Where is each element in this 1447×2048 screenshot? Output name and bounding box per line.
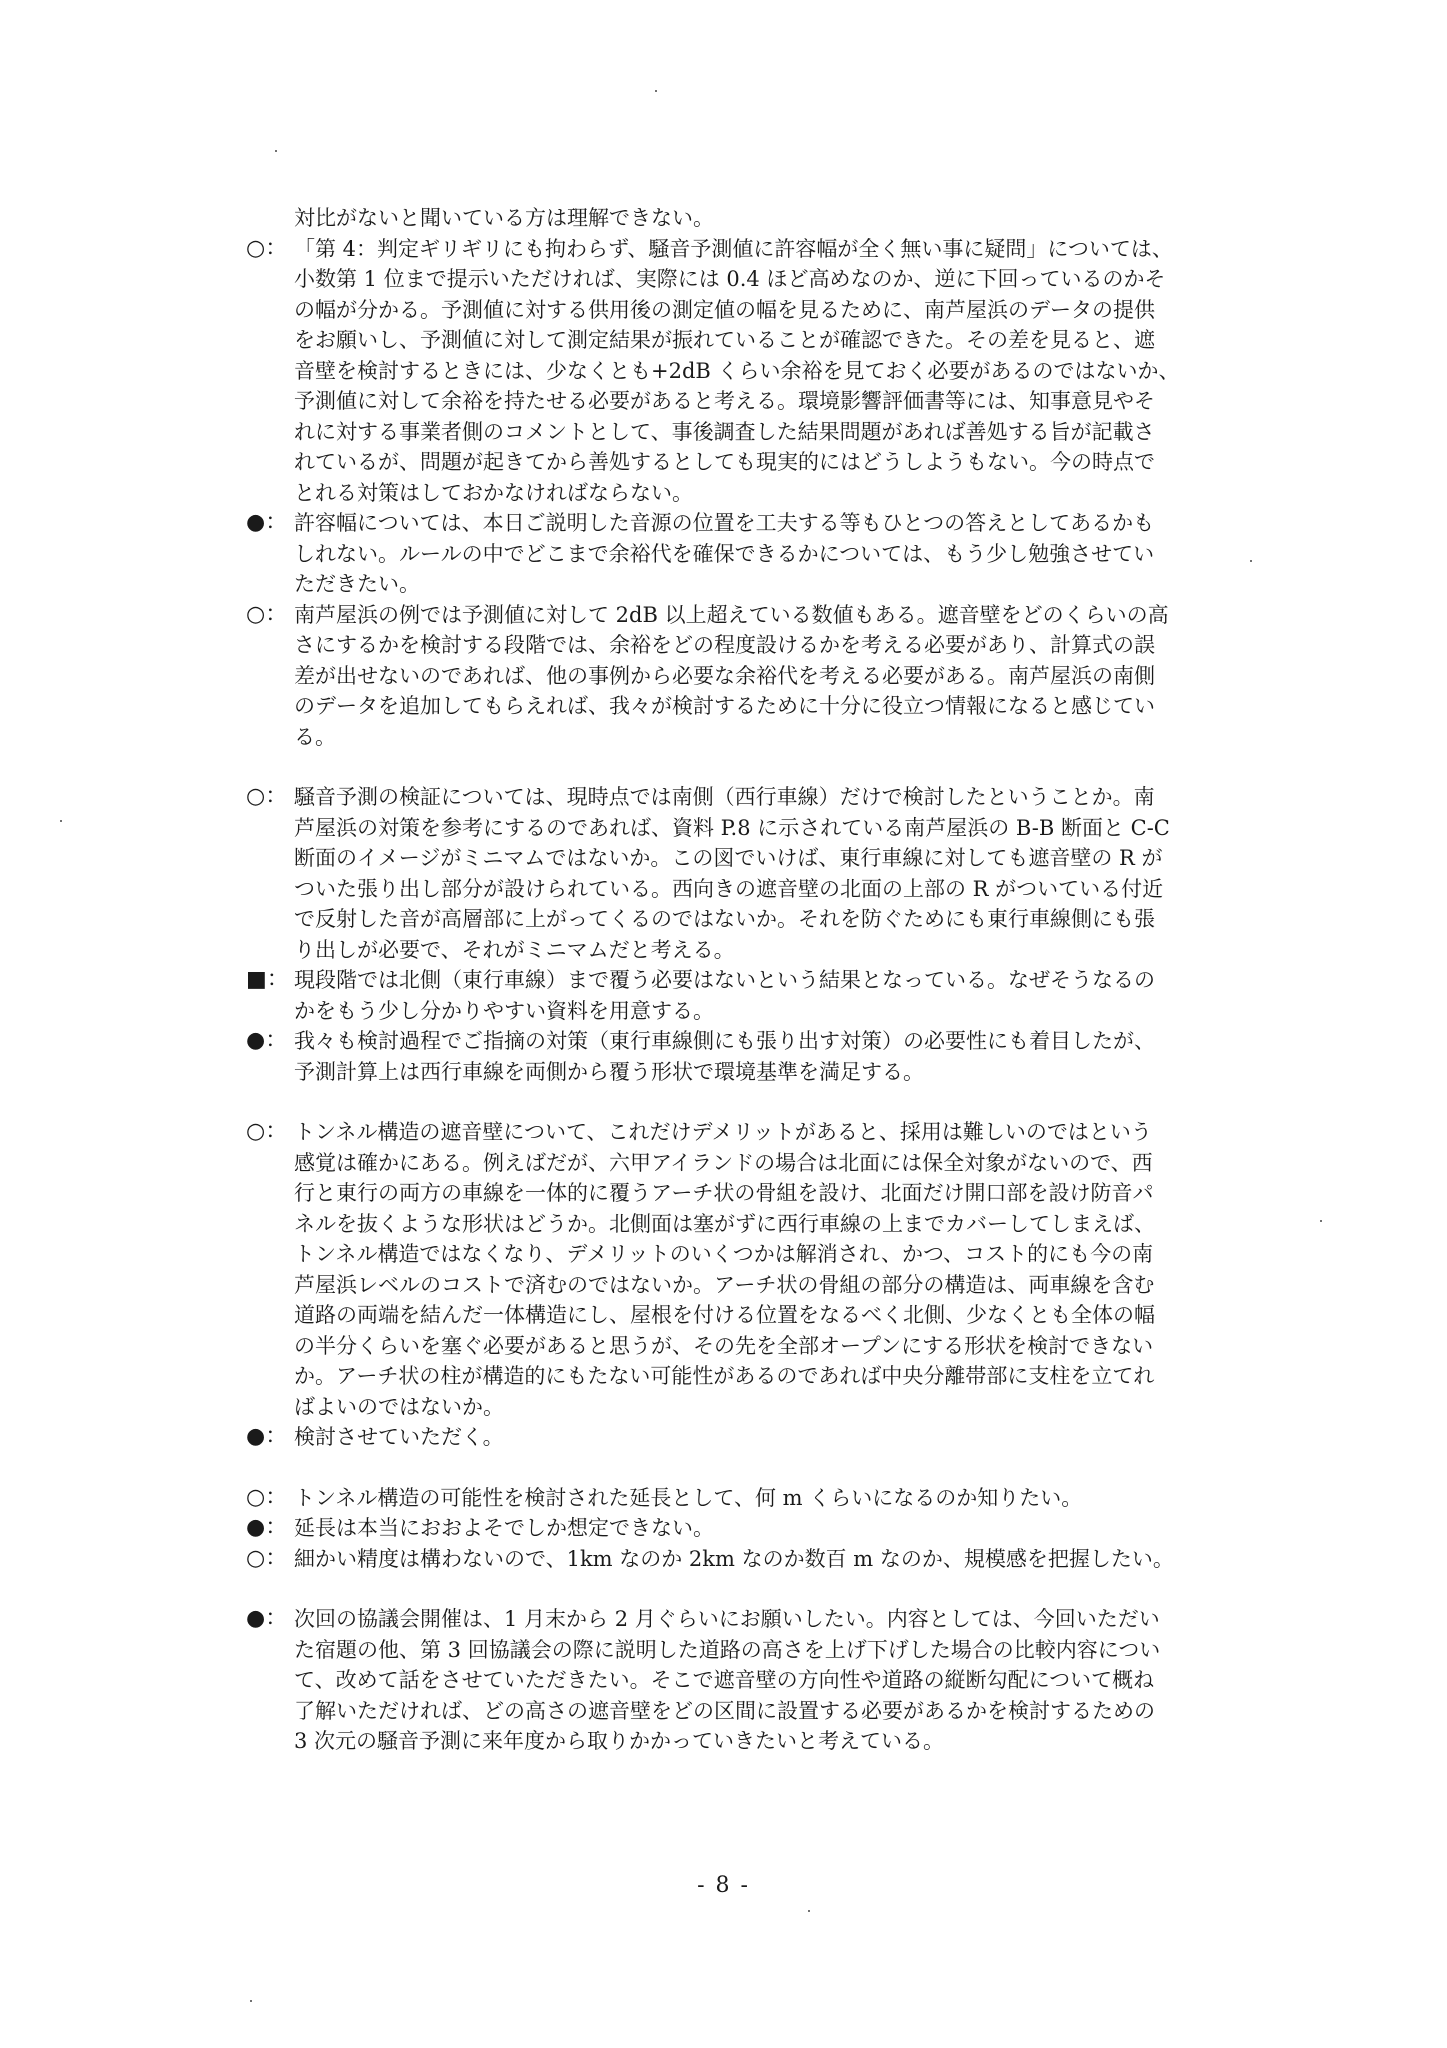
speaker-marker: ●： bbox=[246, 1606, 288, 1631]
statement-text: 南芦屋浜の例では予測値に対して 2dB 以上超えている数値もある。遮音壁をどのくらいの高 さにするかを検討する段階では、余裕をどの程度設けるかを考える必要があり、計算式の誤 差が出せないのであれば、他の事例から必要な余裕代を考える必要がある。南芦屋浜の南側 のデータを追加してもらえれば、我々が検討するために十分に役立つ情報になると感じてい る。 bbox=[294, 602, 1169, 749]
statement-text: 騒音予測の検証については、現時点では南側（西行車線）だけで検討したということか。南 芦屋浜の対策を参考にするのであれば、資料 P.8 に示されている南芦屋浜の B-B 断面と C-C 断面のイメージがミニマムではないか。この図でいけば、東行車線に対しても遮音壁の R が ついた張り出し部分が設けられている。西向きの遮音壁の北面の上部の R がついている付近 で反射した音が高層部に上がってくるのではないか。それを防ぐためにも東行車線側にも張 り出しが必要で、それがミニマムだと考える。 bbox=[294, 785, 1170, 962]
speaker-marker: ■： bbox=[246, 967, 289, 992]
page-number: - 8 - bbox=[697, 1873, 750, 1898]
statement-text: 我々も検討過程でご指摘の対策（東行車線側にも張り出す対策）の必要性にも着目したが、 予測計算上は西行車線を両側から覆う形状で環境基準を満足する。 bbox=[294, 1029, 1155, 1084]
speaker-marker: ●： bbox=[246, 510, 288, 535]
speaker-marker: ○： bbox=[246, 1545, 288, 1571]
statement-text: 現段階では北側（東行車線）まで覆う必要はないという結果となっている。なぜそうなるの かをもう少し分かりやすい資料を用意する。 bbox=[294, 968, 1155, 1023]
statement bbox=[246, 1513, 1266, 1544]
statement bbox=[246, 508, 1266, 600]
speaker-marker: ●： bbox=[246, 1424, 288, 1449]
speaker-marker: ●： bbox=[246, 1028, 288, 1053]
speaker-marker: ○： bbox=[246, 1119, 288, 1144]
statement bbox=[246, 1026, 1266, 1087]
scan-speck bbox=[1320, 1220, 1322, 1222]
discussion-group bbox=[246, 1483, 1266, 1575]
discussion-group bbox=[246, 1117, 1266, 1453]
scan-speck bbox=[275, 150, 277, 152]
statement-text: 許容幅については、本日ご説明した音源の位置を工夫する等もひとつの答えとしてあるかも しれない。ルールの中でどこまで余裕代を確保できるかについては、もう少し勉強させてい ただきたい。 bbox=[294, 511, 1155, 596]
speaker-marker: ○： bbox=[246, 601, 288, 627]
scan-speck bbox=[60, 820, 62, 822]
statement bbox=[246, 1544, 1266, 1575]
statement bbox=[246, 234, 1266, 509]
continuation-text: 対比がないと聞いている方は理解できない。 bbox=[294, 206, 714, 230]
statement bbox=[246, 965, 1266, 1026]
statement bbox=[246, 782, 1266, 965]
speaker-marker: ○： bbox=[246, 784, 288, 809]
statement bbox=[246, 1422, 1266, 1453]
statement-text: トンネル構造の可能性を検討された延長として、何 m くらいになるのか知りたい。 bbox=[294, 1485, 1083, 1510]
paragraph-gap bbox=[246, 1087, 1266, 1117]
scan-speck bbox=[1250, 560, 1252, 562]
paragraph-gap bbox=[246, 752, 1266, 782]
speaker-marker: ○： bbox=[246, 235, 288, 261]
discussion-group bbox=[246, 782, 1266, 1087]
discussion-group bbox=[246, 1604, 1266, 1757]
statement bbox=[246, 1483, 1266, 1514]
statement bbox=[246, 600, 1266, 753]
scan-speck bbox=[250, 2000, 252, 2002]
speaker-marker: ●： bbox=[246, 1515, 288, 1540]
scan-speck bbox=[808, 1910, 810, 1912]
paragraph-gap bbox=[246, 1453, 1266, 1483]
statement-text: 「第 4：判定ギリギリにも拘わらず、騒音予測値に許容幅が全く無い事に疑問」については、 小数第 1 位まで提示いただければ、実際には 0.4 ほど高めなのか、逆に下回っているのかそ の幅が分かる。予測値に対する供用後の測定値の幅を見るために、南芦屋浜のデータの提供 をお願いし、予測値に対して測定結果が振れていることが確認できた。その差を見ると、遮 音壁を検討するときには、少なくとも+2dB くらい余裕を見ておく必要があるのではないか、 予測値に対して余裕を持たせる必要があると考える。環境影響評価書等には、知事意見やそ れに対する事業者側のコメントとして、事後調査した結果問題があれば善処する旨が記載さ れているが、問題が起きてから善処するとしても現実的にはどうしようもない。今の時点で とれる対策はしておかなければならない。 bbox=[294, 236, 1180, 505]
speaker-marker: ○： bbox=[246, 1484, 288, 1510]
scan-speck bbox=[655, 90, 657, 92]
statement-text: 検討させていただく。 bbox=[294, 1425, 504, 1449]
minutes-body bbox=[246, 203, 1266, 1757]
paragraph-gap bbox=[246, 1574, 1266, 1604]
statement-text: 細かい精度は構わないので、1km なのか 2km なのか数百 m なのか、規模感を把握したい。 bbox=[294, 1546, 1174, 1571]
statement-text: トンネル構造の遮音壁について、これだけデメリットがあると、採用は難しいのではという 感覚は確かにある。例えばだが、六甲アイランドの場合は北面には保全対象がないので、西 行と東行の両方の車線を一体的に覆うアーチ状の骨組を設け、北面だけ開口部を設け防音パ ネルを抜くような形状はどうか。北側面は塞がずに西行車線の上までカバーしてしまえば、 トンネル構造ではなくなり、デメリットのいくつかは解消され、かつ、コスト的にも今の南 芦屋浜レベルのコストで済むのではないか。アーチ状の骨組の部分の構造は、両車線を含む 道路の両端を結んだ一体構造にし、屋根を付ける位置をなるべく北側、少なくとも全体の幅 の半分くらいを塞ぐ必要があると思うが、その先を全部オープンにする形状を検討できない か。アーチ状の柱が構造的にもたない可能性があるのであれば中央分離帯部に支柱を立てれ ばよいのではないか。 bbox=[294, 1120, 1155, 1419]
statement-text: 延長は本当におおよそでしか想定できない。 bbox=[294, 1516, 714, 1540]
statement-text: 次回の協議会開催は、1 月末から 2 月ぐらいにお願いしたい。内容としては、今回いただい た宿題の他、第 3 回協議会の際に説明した道路の高さを上げ下げした場合の比較内容につい て、改めて話をさせていただきたい。そこで遮音壁の方向性や道路の縦断勾配について概ね 了解いただければ、どの高さの遮音壁をどの区間に設置する必要があるかを検討するための 3 次元の騒音予測に来年度から取りかかっていきたいと考えている。 bbox=[294, 1607, 1161, 1753]
statement bbox=[246, 1117, 1266, 1422]
discussion-group bbox=[246, 234, 1266, 753]
statement bbox=[246, 1604, 1266, 1757]
